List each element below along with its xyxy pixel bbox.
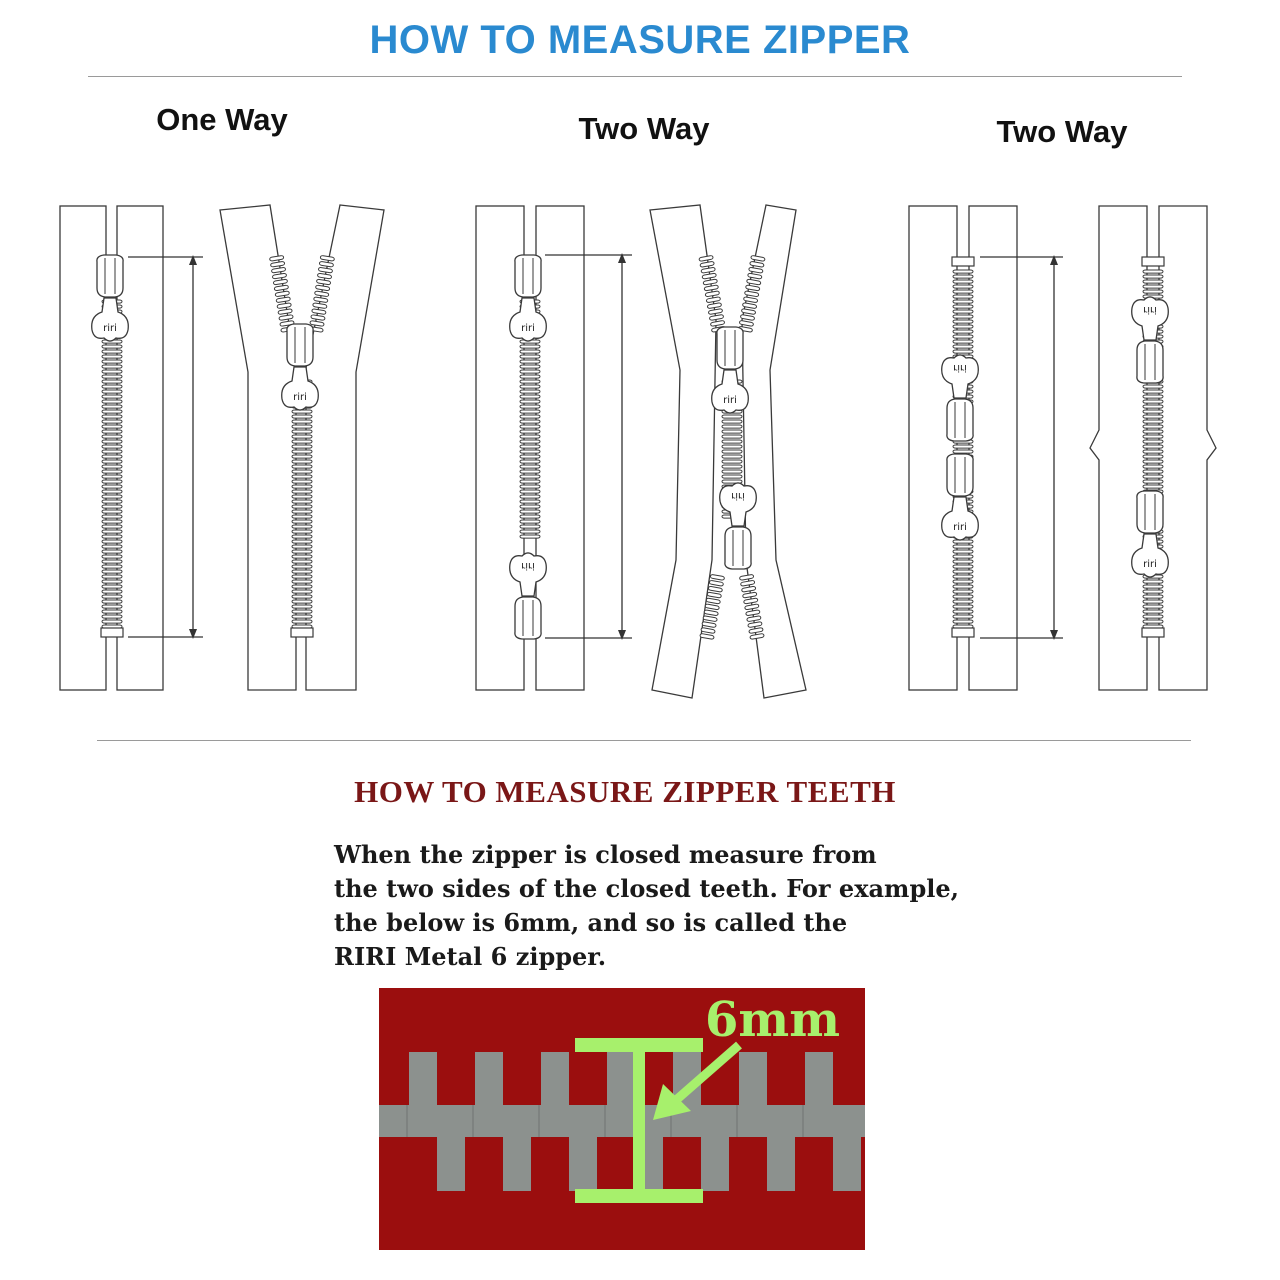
teeth-description (334, 838, 1034, 974)
tooth-top (475, 1052, 503, 1116)
tooth-bottom (569, 1128, 597, 1191)
tooth-top (607, 1052, 635, 1116)
tooth-top (739, 1052, 767, 1116)
two-way-separating-open-zipper (1090, 206, 1216, 690)
slider-brand: riri (953, 362, 967, 373)
measurement-label: 6mm (705, 992, 840, 1048)
two-way-separating-label: Two Way (996, 114, 1128, 149)
description-line: the two sides of the closed teeth. For example, (334, 874, 959, 903)
stop-box (1142, 628, 1164, 637)
stop-box (101, 628, 123, 637)
tooth-bottom (437, 1128, 465, 1191)
slider-brand: riri (1143, 304, 1157, 315)
tape-right (117, 206, 163, 690)
stop-box (952, 628, 974, 637)
slider-brand: riri (731, 490, 745, 501)
tooth-top (409, 1052, 437, 1116)
stop-box (291, 628, 313, 637)
tooth-bottom (767, 1128, 795, 1191)
one-way-label: One Way (156, 102, 288, 137)
two-way-closed-zipper (476, 206, 584, 690)
teeth-closeup (379, 988, 865, 1250)
two-way-separating-closed-zipper (909, 206, 1017, 690)
description-line: When the zipper is closed measure from (334, 840, 877, 869)
tooth-bottom (701, 1128, 729, 1191)
tooth-bottom (503, 1128, 531, 1191)
teeth-section-title: HOW TO MEASURE ZIPPER TEETH (354, 774, 896, 809)
two-way-label: Two Way (578, 111, 710, 146)
tape-left (909, 206, 957, 690)
page-title: HOW TO MEASURE ZIPPER (369, 18, 911, 62)
tape-right (969, 206, 1017, 690)
two-way-open-zipper (650, 205, 806, 698)
stop-box (1142, 257, 1164, 266)
slider-brand: riri (1143, 559, 1157, 570)
one-way-open-zipper (220, 205, 384, 690)
slider-brand: riri (953, 522, 967, 533)
description-line: the below is 6mm, and so is called the (334, 908, 848, 937)
middle-divider (97, 740, 1191, 741)
one-way-closed-zipper (60, 206, 163, 690)
tooth-bottom (833, 1128, 861, 1191)
slider-brand: riri (521, 560, 535, 571)
tooth-top (541, 1052, 569, 1116)
tape-right (536, 206, 584, 690)
tooth-top (805, 1052, 833, 1116)
description-line: RIRI Metal 6 zipper. (334, 942, 607, 971)
slider-brand: riri (293, 392, 307, 403)
slider-brand: riri (103, 323, 117, 334)
stop-box (952, 257, 974, 266)
slider-brand: riri (723, 395, 737, 406)
slider-brand: riri (521, 323, 535, 334)
